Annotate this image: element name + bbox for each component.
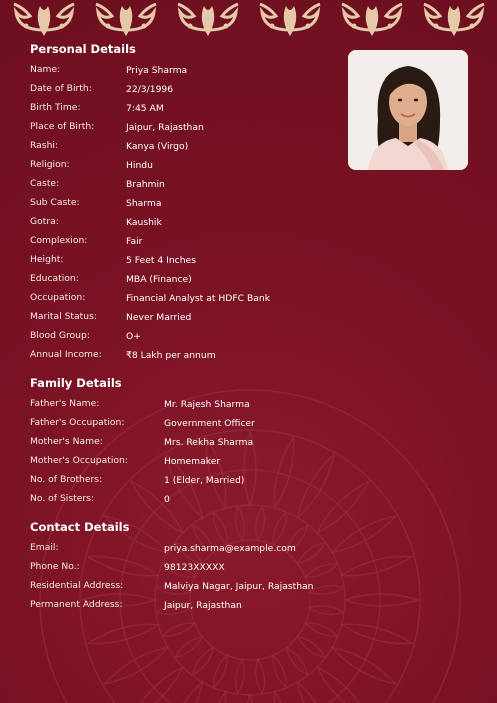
detail-label: Date of Birth: — [30, 83, 92, 94]
detail-value: Fair — [126, 236, 143, 247]
detail-value: MBA (Finance) — [126, 274, 192, 285]
detail-value: Kanya (Virgo) — [126, 141, 189, 152]
profile-portrait-icon — [348, 50, 468, 170]
family-details-heading: Family Details — [30, 376, 122, 390]
detail-label: Rashi: — [30, 140, 59, 151]
detail-value: 22/3/1996 — [126, 84, 174, 95]
personal-details-heading: Personal Details — [30, 42, 136, 56]
detail-label: Name: — [30, 64, 61, 75]
profile-photo — [348, 50, 468, 170]
detail-value: 7:45 AM — [126, 103, 164, 114]
detail-label: Gotra: — [30, 216, 59, 227]
detail-label: Annual Income: — [30, 349, 102, 360]
detail-label: Sub Caste: — [30, 197, 80, 208]
detail-label: Email: — [30, 542, 59, 553]
detail-label: No. of Brothers: — [30, 474, 103, 485]
detail-label: Permanent Address: — [30, 599, 123, 610]
detail-label: Place of Birth: — [30, 121, 95, 132]
detail-value: O+ — [126, 331, 141, 342]
detail-label: Caste: — [30, 178, 60, 189]
detail-value: Jaipur, Rajasthan — [164, 600, 242, 611]
detail-label: Marital Status: — [30, 311, 97, 322]
detail-value: Government Officer — [164, 418, 255, 429]
floral-motif-icon — [14, 4, 74, 36]
floral-motif-icon — [260, 4, 320, 36]
detail-value: 98123XXXXX — [164, 562, 225, 573]
detail-value: Sharma — [126, 198, 162, 209]
detail-value: Jaipur, Rajasthan — [126, 122, 204, 133]
detail-label: Height: — [30, 254, 64, 265]
detail-value: Malviya Nagar, Jaipur, Rajasthan — [164, 581, 314, 592]
detail-label: Complexion: — [30, 235, 88, 246]
floral-motif-icon — [342, 4, 402, 36]
detail-label: Occupation: — [30, 292, 86, 303]
detail-value: 0 — [164, 494, 170, 505]
detail-value: Brahmin — [126, 179, 165, 190]
detail-value: 5 Feet 4 Inches — [126, 255, 196, 266]
floral-motif-icon — [424, 4, 484, 36]
detail-value: Mrs. Rekha Sharma — [164, 437, 254, 448]
detail-label: Birth Time: — [30, 102, 81, 113]
detail-value: Hindu — [126, 160, 153, 171]
contact-details-heading: Contact Details — [30, 520, 130, 534]
detail-value: ₹8 Lakh per annum — [126, 350, 216, 361]
detail-value: priya.sharma@example.com — [164, 543, 296, 554]
detail-label: Mother's Name: — [30, 436, 103, 447]
detail-label: Father's Name: — [30, 398, 100, 409]
floral-motif-icon — [178, 4, 238, 36]
detail-value: 1 (Elder, Married) — [164, 475, 245, 486]
detail-label: Phone No.: — [30, 561, 80, 572]
detail-value: Mr. Rajesh Sharma — [164, 399, 250, 410]
floral-border-ornament-icon — [0, 0, 497, 36]
floral-motif-icon — [96, 4, 156, 36]
detail-label: No. of Sisters: — [30, 493, 95, 504]
detail-label: Religion: — [30, 159, 70, 170]
detail-label: Father's Occupation: — [30, 417, 125, 428]
detail-value: Kaushik — [126, 217, 162, 228]
detail-label: Blood Group: — [30, 330, 90, 341]
detail-label: Education: — [30, 273, 79, 284]
detail-label: Mother's Occupation: — [30, 455, 128, 466]
detail-value: Financial Analyst at HDFC Bank — [126, 293, 271, 304]
detail-value: Homemaker — [164, 456, 221, 467]
detail-value: Never Married — [126, 312, 192, 323]
detail-value: Priya Sharma — [126, 65, 188, 76]
detail-label: Residential Address: — [30, 580, 124, 591]
